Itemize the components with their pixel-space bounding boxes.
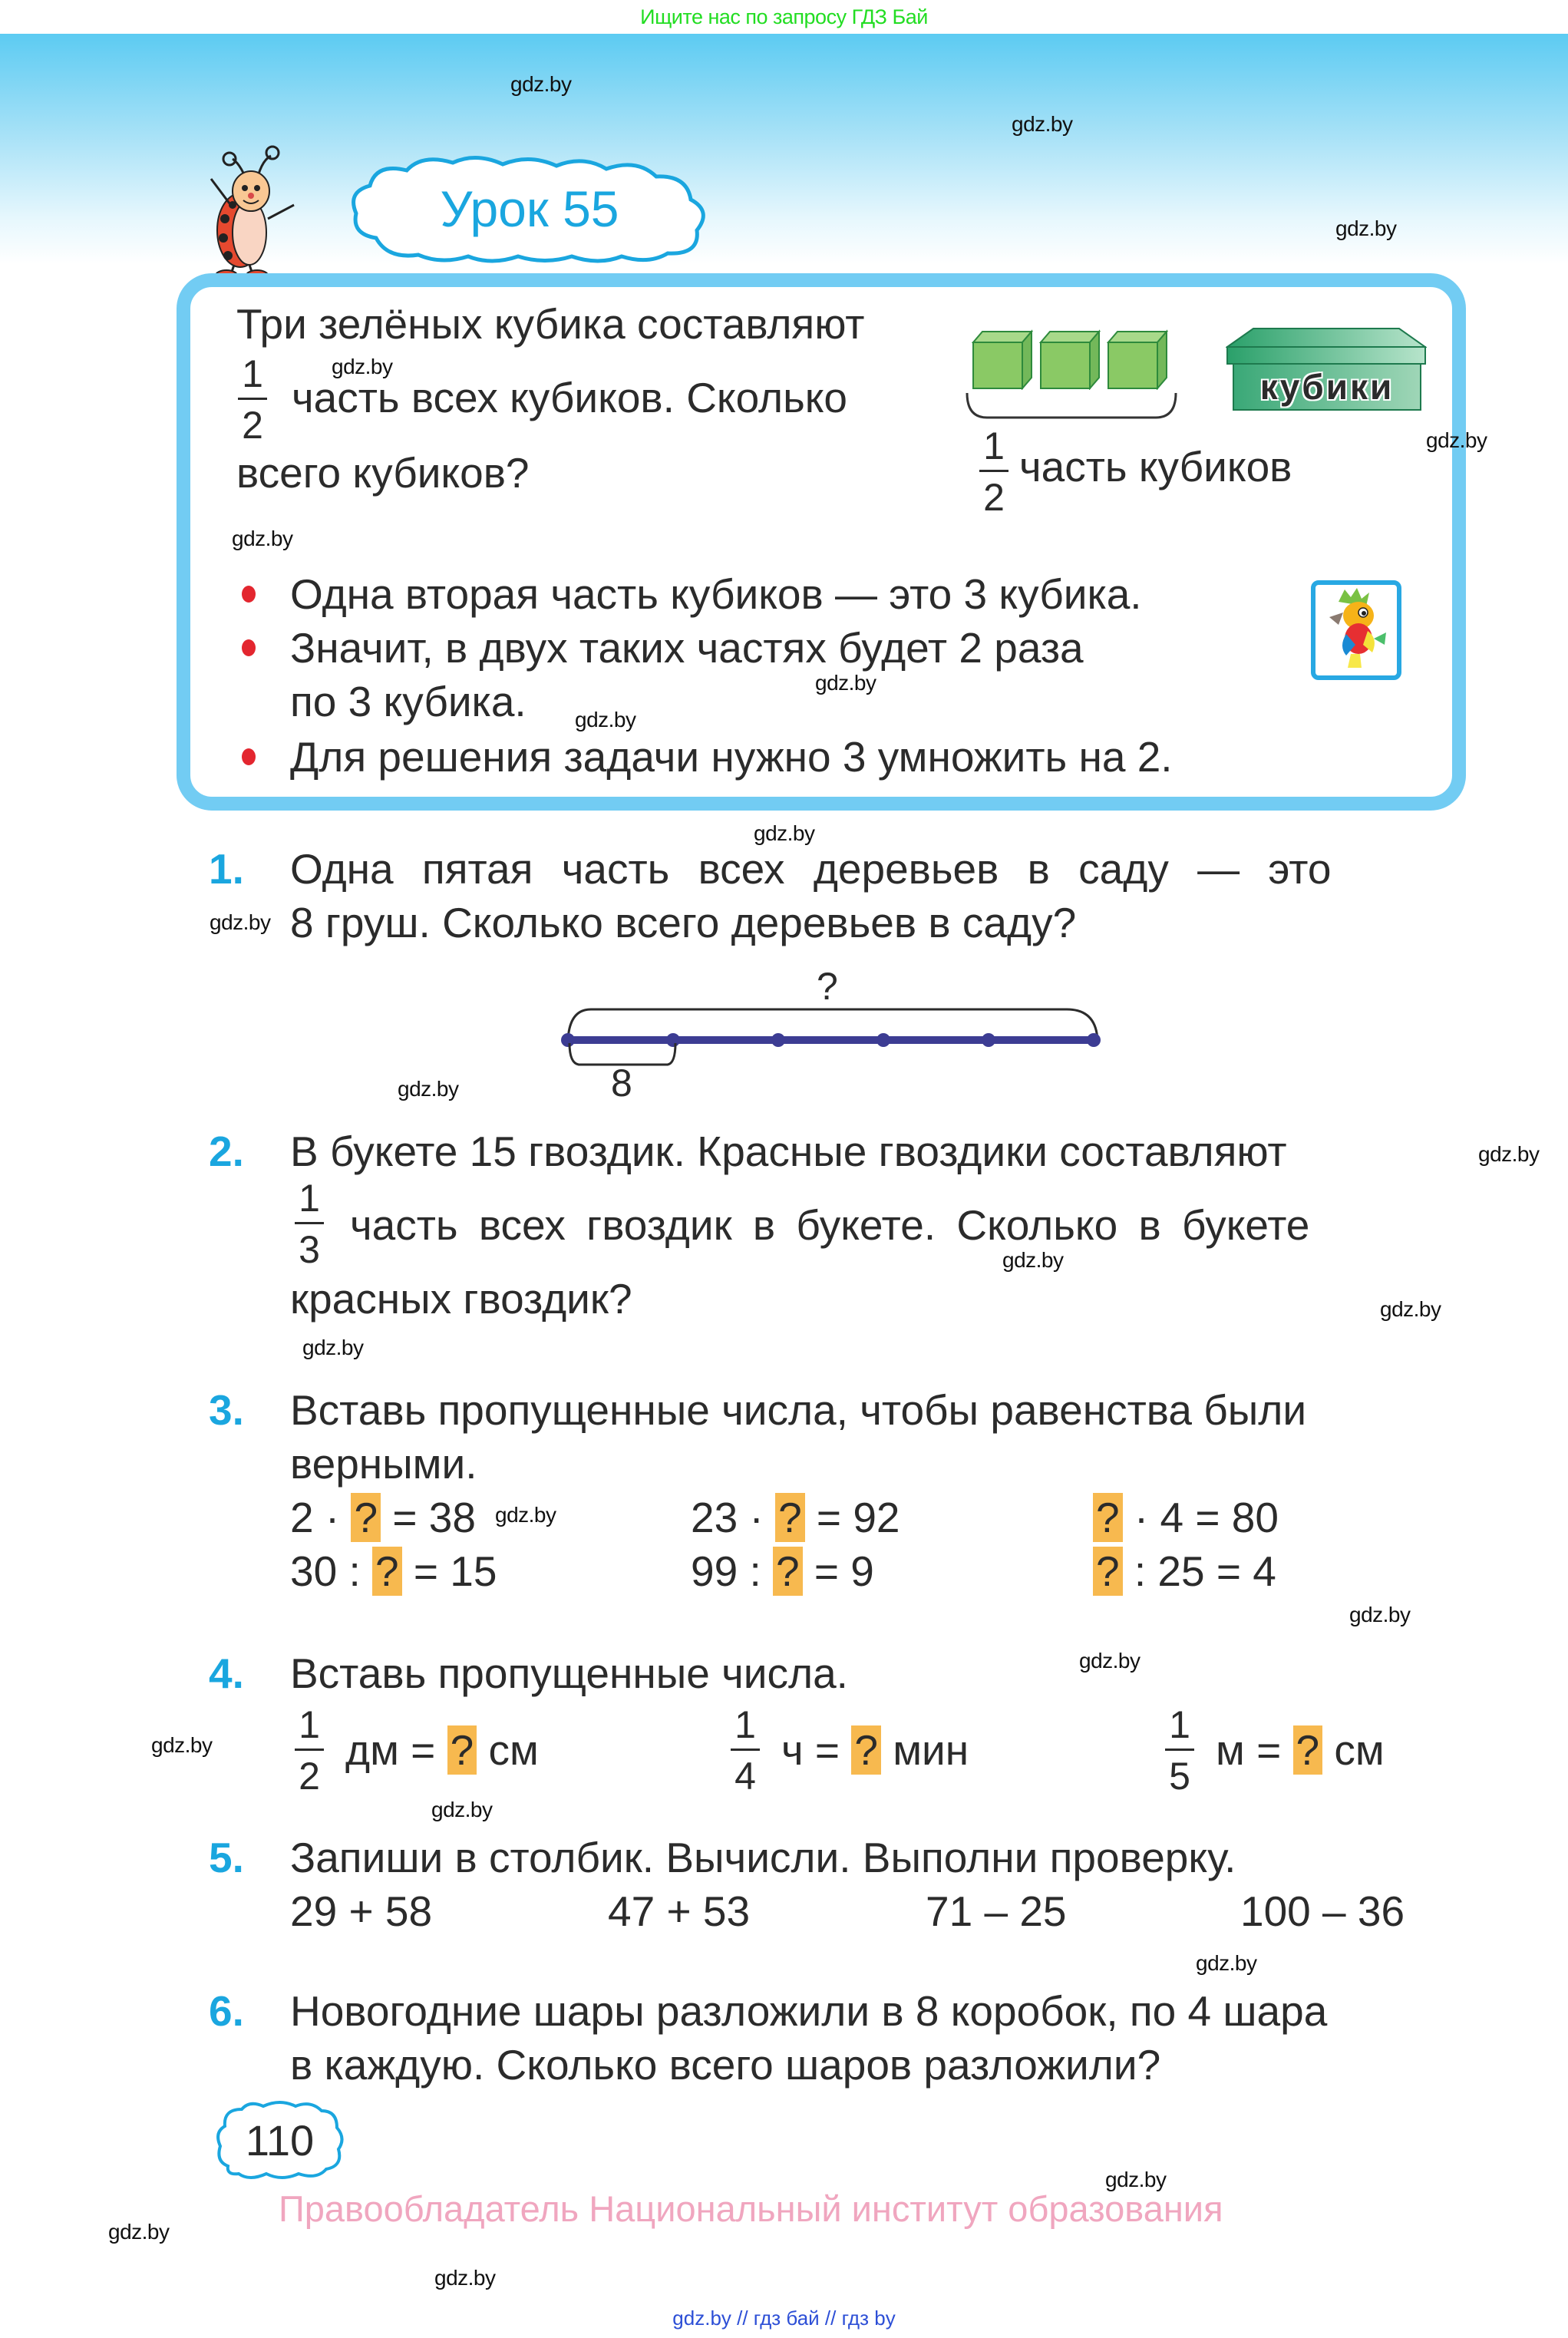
- bullet-dot: [242, 748, 256, 765]
- watermark: gdz.by: [1196, 1951, 1257, 1975]
- conversion-2: [781, 1725, 969, 1775]
- equation-right: = 15: [401, 1547, 497, 1595]
- total-brace-icon: [568, 1009, 1098, 1040]
- target-unit: см: [488, 1726, 539, 1774]
- equation-5: [691, 1547, 874, 1596]
- task-6-line-2: в каждую. Сколько всего шаров разложили?: [290, 2041, 1161, 2089]
- watermark: gdz.by: [210, 910, 271, 934]
- watermark: gdz.by: [575, 708, 636, 731]
- fraction-numerator: 1: [734, 1703, 756, 1746]
- task-4-fraction-1: [295, 1703, 324, 1798]
- answer-box[interactable]: ?: [1093, 1493, 1123, 1542]
- watermark: gdz.by: [1335, 216, 1397, 240]
- example-fraction: [238, 352, 267, 447]
- task-4-fraction-3: [1165, 1703, 1194, 1798]
- diagram-total-label: ?: [817, 965, 838, 1008]
- green-cube-icon: [972, 329, 1033, 390]
- answer-box[interactable]: ?: [851, 1725, 881, 1775]
- watermark: gdz.by: [1426, 428, 1487, 452]
- example-bullet-2-cont: по 3 кубика.: [290, 678, 527, 725]
- example-bullet-3: Для решения задачи нужно 3 умножить на 2.: [290, 733, 1173, 781]
- example-bullet-2: Значит, в двух таких частях будет 2 раза: [290, 624, 1084, 672]
- fraction-denominator: 4: [734, 1755, 756, 1798]
- conversion-1: [345, 1725, 539, 1775]
- fraction-denominator: 2: [299, 1755, 320, 1798]
- task-1-line-2: 8 груш. Сколько всего деревьев в саду?: [290, 899, 1077, 946]
- example-problem-line3: всего кубиков?: [236, 449, 530, 497]
- target-unit: см: [1334, 1726, 1385, 1774]
- task-2-fraction: [295, 1179, 324, 1269]
- equation-1: [290, 1493, 476, 1542]
- brace-icon: [964, 391, 1179, 422]
- example-problem-line1: Три зелёных кубика составляют: [236, 300, 865, 348]
- fraction-denominator: 2: [983, 476, 1005, 519]
- watermark: gdz.by: [815, 671, 876, 695]
- task-3-line-2: верными.: [290, 1440, 477, 1488]
- fraction-denominator: 2: [242, 404, 263, 447]
- ladybug-mascot-icon: [196, 142, 303, 280]
- watermark: gdz.by: [1380, 1297, 1441, 1321]
- task-number-1: 1.: [209, 845, 244, 893]
- fraction-numerator: 1: [242, 352, 263, 395]
- equation-right: = 9: [802, 1547, 874, 1595]
- conversion-3: [1216, 1725, 1385, 1775]
- watermark: gdz.by: [232, 527, 293, 550]
- equation-right: = 38: [381, 1494, 476, 1541]
- task-number-5: 5.: [209, 1834, 244, 1881]
- watermark: gdz.by: [151, 1733, 213, 1757]
- task-1-line-1: Одна пятая часть всех деревьев в саду — это: [290, 845, 1332, 893]
- watermark: gdz.by: [1002, 1248, 1064, 1272]
- task-2-line-3: красных гвоздик?: [290, 1275, 632, 1323]
- search-banner: [0, 0, 1568, 34]
- answer-box[interactable]: ?: [372, 1547, 402, 1596]
- footer-links[interactable]: gdz.by // гдз бай // гдз by: [672, 2307, 896, 2330]
- cube-box-label: кубики: [1259, 367, 1395, 407]
- fraction-numerator: 1: [983, 424, 1005, 467]
- target-unit: мин: [893, 1726, 969, 1774]
- watermark: gdz.by: [495, 1503, 556, 1527]
- task-number-2: 2.: [209, 1128, 244, 1175]
- page-number: 110: [245, 2116, 315, 2165]
- page-number-cloud: [213, 2099, 347, 2183]
- parrot-helper-card: [1311, 580, 1401, 680]
- equation-right: = 92: [804, 1494, 900, 1541]
- watermark: gdz.by: [434, 2266, 496, 2290]
- search-banner-text: Ищите нас по запросу ГДЗ Бай: [640, 5, 928, 28]
- green-cube-icon: [1039, 329, 1101, 390]
- lesson-title-cloud: [345, 154, 714, 265]
- task-4-line-1: Вставь пропущенные числа.: [290, 1649, 848, 1697]
- answer-box[interactable]: ?: [773, 1547, 803, 1596]
- equation-6: [1093, 1547, 1276, 1596]
- watermark: gdz.by: [332, 355, 393, 378]
- lesson-title: Урок 55: [440, 180, 619, 237]
- task-number-4: 4.: [209, 1649, 244, 1697]
- expression-1: 29 + 58: [290, 1887, 433, 1935]
- watermark: gdz.by: [302, 1336, 364, 1359]
- watermark: gdz.by: [1012, 112, 1073, 136]
- fraction-denominator: 5: [1169, 1755, 1190, 1798]
- expression-2: 47 + 53: [608, 1887, 751, 1935]
- watermark: gdz.by: [398, 1077, 459, 1101]
- expression-3: 71 – 25: [926, 1887, 1067, 1935]
- brace-fraction: [979, 424, 1008, 519]
- unit-label: дм =: [345, 1726, 436, 1774]
- equation-left: 30 :: [290, 1547, 373, 1595]
- watermark: gdz.by: [431, 1798, 493, 1821]
- equation-2: [691, 1493, 900, 1542]
- equation-left: 2 ·: [290, 1494, 352, 1541]
- parrot-icon: [1315, 585, 1397, 675]
- answer-box[interactable]: ?: [1093, 1547, 1123, 1596]
- task-4-fraction-2: [731, 1703, 760, 1798]
- watermark: gdz.by: [510, 72, 572, 96]
- equation-right: : 25 = 4: [1122, 1547, 1276, 1595]
- watermark: gdz.by: [754, 821, 815, 845]
- fraction-numerator: 1: [299, 1177, 320, 1220]
- watermark: gdz.by: [1478, 1142, 1540, 1166]
- brace-caption: часть кубиков: [1019, 443, 1292, 490]
- copyright-notice: Правообладатель Национальный институт образования: [279, 2188, 1223, 2229]
- fraction-numerator: 1: [299, 1703, 320, 1746]
- equation-4: [290, 1547, 497, 1596]
- task-number-6: 6.: [209, 1987, 244, 2035]
- task-3-line-1: Вставь пропущенные числа, чтобы равенства были: [290, 1386, 1307, 1434]
- bullet-dot: [242, 586, 256, 603]
- unit-label: ч =: [781, 1726, 840, 1774]
- watermark: gdz.by: [1349, 1603, 1411, 1626]
- task-2-line-1: В букете 15 гвоздик. Красные гвоздики составляют: [290, 1128, 1287, 1175]
- task-2-line-2: часть всех гвоздик в букете. Сколько в букете: [350, 1201, 1310, 1249]
- unit-label: м =: [1216, 1726, 1282, 1774]
- example-bullet-1: Одна вторая часть кубиков — это 3 кубика.: [290, 570, 1142, 618]
- expression-4: 100 – 36: [1240, 1887, 1405, 1935]
- task-6-line-1: Новогодние шары разложили в 8 коробок, по 4 шара: [290, 1987, 1328, 2035]
- diagram-part-label: 8: [611, 1062, 632, 1105]
- equation-left: 99 :: [691, 1547, 774, 1595]
- equation-right: · 4 = 80: [1122, 1494, 1279, 1541]
- equation-3: [1093, 1493, 1279, 1542]
- answer-box[interactable]: ?: [447, 1725, 477, 1775]
- task-number-3: 3.: [209, 1386, 244, 1434]
- fraction-denominator: 3: [299, 1228, 320, 1271]
- equation-left: 23 ·: [691, 1494, 776, 1541]
- watermark: gdz.by: [1079, 1649, 1141, 1673]
- fraction-numerator: 1: [1169, 1703, 1190, 1746]
- cube-box-icon: [1226, 325, 1427, 411]
- bullet-dot: [242, 639, 256, 656]
- answer-box[interactable]: ?: [775, 1493, 805, 1542]
- green-cube-icon: [1107, 329, 1168, 390]
- answer-box[interactable]: ?: [351, 1493, 381, 1542]
- watermark: gdz.by: [1105, 2168, 1167, 2191]
- example-problem-line2: часть всех кубиков. Сколько: [292, 374, 847, 421]
- task-5-line-1: Запиши в столбик. Вычисли. Выполни проверку.: [290, 1834, 1236, 1881]
- watermark: gdz.by: [108, 2220, 170, 2244]
- answer-box[interactable]: ?: [1293, 1725, 1323, 1775]
